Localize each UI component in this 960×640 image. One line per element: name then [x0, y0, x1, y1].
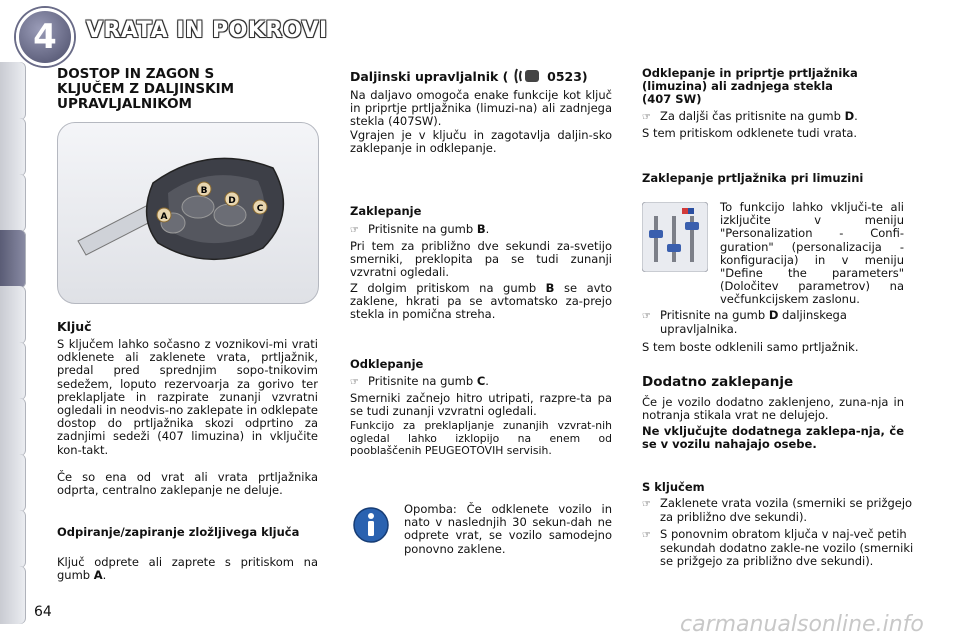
info-icon — [352, 506, 390, 544]
unlock-trunk-title: Odklepanje in priprtje prtljažnika (limuzina) ali zadnjega stekla (407 SW) — [642, 66, 858, 106]
with-key-bullet-2: ☞ S ponovnim obratom ključa v naj-več petih sekundah dodatno zakle-ne vozilo (smerniki se prižgejo za približno dve sekundi). — [642, 527, 914, 569]
key-label-d: D — [228, 196, 236, 206]
key-label-b: B — [200, 186, 208, 196]
key-label-c: C — [256, 204, 264, 214]
remote-key-icon — [58, 123, 318, 303]
fold-text: Ključ odprete ali zaprete s pritiskom na gumb A. — [57, 555, 318, 583]
side-tab-3 — [0, 174, 26, 232]
kljuc-text-2: Če so ena od vrat ali vrata prtljažnika odprta, centralno zaklepanje ne deluje. — [57, 470, 318, 498]
pointing-hand-icon: ☞ — [350, 377, 359, 388]
side-tab-8 — [0, 454, 26, 512]
side-tab-10 — [0, 566, 26, 624]
kljuc-text: S ključem lahko sočasno z voznikovi-mi vrati odklenete ali zaklenete vrata, prtljažnik, predal pred sprednjim sopo-tnikovim sedežem, loputo rezervoarja za gorivo ter preklapljate in razpirate zunanji vzvratni ogledali in neodvis-no zaklepate in odklepate dostop do prtljažnika skozi odprtino za zadnjimi sedeži (407 limuzina) in vključite kon-takt. — [57, 337, 318, 457]
side-tab-7 — [0, 398, 26, 456]
page-number: 64 — [34, 604, 52, 620]
remote-title: Daljinski upravljalnik ( 0523) — [350, 69, 588, 84]
unlock-bullet: ☞ Pritisnite na gumb C. — [350, 374, 489, 388]
side-tab-9 — [0, 510, 26, 568]
note-text: Opomba: Če odklenete vozilo in nato v naslednjih 30 sekun-dah ne odprete vrat, se vozilo samodejno ponovno zaklene. — [404, 502, 612, 556]
pointing-hand-icon: ☞ — [642, 499, 651, 510]
pointing-hand-icon: ☞ — [642, 530, 651, 541]
remote-intro-2: Vgrajen je v ključu in zagotavlja daljin-sko zaklepanje in odklepanje. — [350, 128, 612, 156]
lock-trunk-title: Zaklepanje prtljažnika pri limuzini — [642, 171, 864, 185]
unlock-text-2: Funkcijo za preklapljanje zunanjih vzvrat-nih ogledal lahko izklopijo na enem od pooblaščenih PEUGEOTOVIH servisih. — [350, 419, 612, 458]
chapter-number: 4 — [16, 8, 74, 66]
side-tab-6 — [0, 342, 26, 400]
kljuc-title: Ključ — [57, 319, 92, 334]
extra-lock-title: Dodatno zaklepanje — [642, 374, 794, 390]
col1-title: DOSTOP IN ZAGON S KLJUČEM Z DALJINSKIM UPRAVLJALNIKOM — [57, 66, 235, 112]
unlock-trunk-bullet: ☞ Za daljši čas pritisnite na gumb D. — [642, 109, 858, 123]
settings-sliders-icon — [642, 202, 708, 272]
unlock-trunk-text: S tem pritiskom odklenete tudi vrata. — [642, 126, 858, 140]
side-tab-active — [0, 230, 26, 288]
fold-title: Odpiranje/zapiranje zložljivega ključa — [57, 525, 300, 539]
chapter-title: VRATA IN POKROVI — [86, 18, 328, 43]
lock-trunk-text: To funkcijo lahko vključi-te ali izključite v meniju "Personalization - Confi-guration" (personalizacija - konfiguracija) in v meniju "Define the parameters" (Določitev parametrov) na večfunkcijskem zaslonu. — [720, 200, 904, 307]
pointing-hand-icon: ☞ — [350, 225, 359, 236]
key-label-a: A — [160, 212, 168, 222]
remote-control-icon — [513, 67, 543, 85]
with-key-title: S ključem — [642, 480, 705, 494]
lock-title: Zaklepanje — [350, 204, 422, 218]
remote-intro-1: Na daljavo omogoča enake funkcije kot ključ in priprtje prtljažnika (limuzi-na) ali zadnjega stekla (407SW). — [350, 88, 612, 129]
pointing-hand-icon: ☞ — [642, 112, 651, 123]
lock-trunk-text-2: S tem boste odklenili samo prtljažnik. — [642, 340, 859, 354]
lock-text-1: Pri tem za približno dve sekundi za-svetijo smerniki, preklopita pa se tudi zunanji vzvratni ogledali. — [350, 239, 612, 280]
side-tab-1 — [0, 62, 26, 120]
pointing-hand-icon: ☞ — [642, 311, 651, 322]
side-tab-5 — [0, 286, 26, 344]
key-illustration — [57, 122, 319, 304]
watermark: carmanualsonline.info — [680, 612, 924, 637]
extra-lock-text: Če je vozilo dodatno zaklenjeno, zuna-nja in notranja stikala vrat ne delujejo. — [642, 395, 904, 423]
lock-bullet: ☞ Pritisnite na gumb B. — [350, 222, 490, 236]
with-key-bullet-1: ☞ Zaklenete vrata vozila (smerniki se prižgejo za približno dve sekundi). — [642, 496, 913, 525]
unlock-text-1: Smerniki začnejo hitro utripati, razpre-ta pa se tudi zunanji vzvratni ogledali. — [350, 391, 612, 419]
side-tab-2 — [0, 118, 26, 176]
lock-trunk-bullet: ☞ Pritisnite na gumb D daljinskega upravljalnika. — [642, 308, 847, 337]
lock-text-2: Z dolgim pritiskom na gumb B se avto zaklene, hkrati pa se avtomatsko za-prejo stekla in pomična streha. — [350, 281, 612, 322]
extra-lock-warning: Ne vključujte dodatnega zaklepa-nja, če se v vozilu nahajajo osebe. — [642, 424, 904, 452]
unlock-title: Odklepanje — [350, 357, 424, 371]
